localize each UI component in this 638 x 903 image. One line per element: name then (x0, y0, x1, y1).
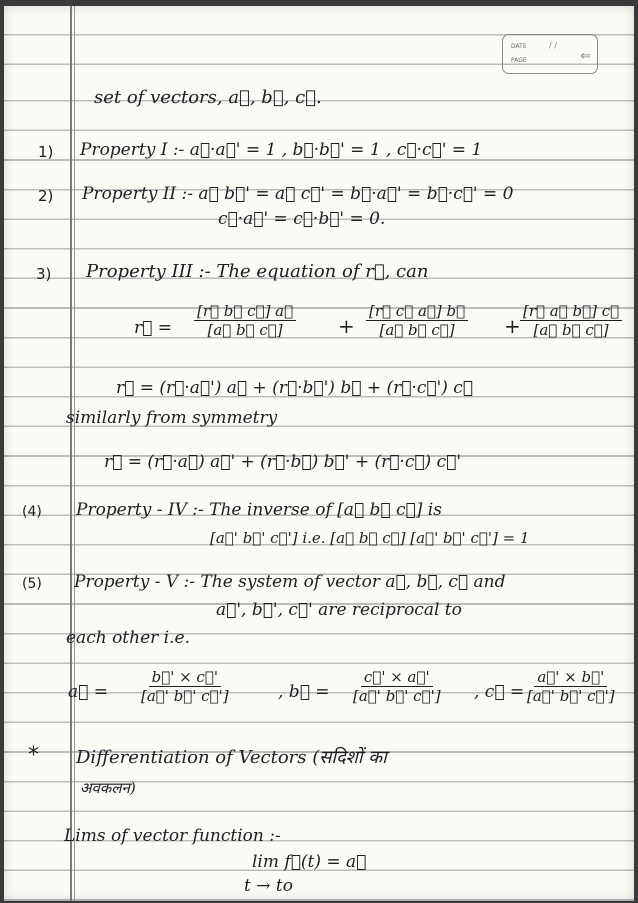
p5-fraction-3-numerator: a⃗' × b⃗' (534, 668, 607, 687)
item-number-5: (5) (22, 576, 42, 592)
item-number-4: (4) (22, 504, 42, 520)
plus-sign-2: + (504, 314, 521, 338)
date-slash: / / (549, 41, 557, 50)
p5-fraction-2-denominator: [a⃗' b⃗' c⃗'] (353, 687, 441, 705)
p5-fraction-3-lhs: , c⃗ = (474, 682, 525, 702)
p3-fraction-1 (194, 302, 296, 339)
p3-fraction-1-denominator: [a⃗ b⃗ c⃗] (207, 321, 283, 339)
page-label: PAGE (511, 57, 527, 64)
p3-equation-3: r⃗ = (r⃗·a⃗) a⃗' + (r⃗·b⃗) b⃗' + (r⃗·c⃗) c⃗' (104, 452, 461, 472)
p5-fraction-1-numerator: b⃗' × c⃗' (149, 668, 221, 687)
p3-fraction-2-denominator: [a⃗ b⃗ c⃗] (379, 321, 455, 339)
p3-fraction-3 (520, 302, 622, 339)
p3-fraction-2 (366, 302, 468, 339)
limit-expression: lim f⃗(t) = a⃗ (252, 852, 367, 872)
similarly-line: similarly from symmetry (66, 408, 278, 428)
property-1: Property I :- a⃗·a⃗' = 1 , b⃗·b⃗' = 1 , c⃗·c⃗' = 1 (80, 140, 483, 160)
p5-fraction-3-denominator: [a⃗' b⃗' c⃗'] (527, 687, 615, 705)
p5-fraction-3 (524, 668, 618, 705)
property-4-line-2: [a⃗' b⃗' c⃗'] i.e. [a⃗ b⃗ c⃗] [a⃗' b⃗' c⃗'] = 1 (210, 529, 530, 547)
p5-fraction-2-numerator: c⃗' × a⃗' (361, 668, 433, 687)
p3-fraction-1-numerator: [r⃗ b⃗ c⃗] a⃗ (194, 302, 296, 321)
p3-fraction-2-numerator: [r⃗ c⃗ a⃗] b⃗ (366, 302, 468, 321)
differentiation-heading-line-2: अवकलन) (80, 779, 136, 797)
property-5: Property - V :- The system of vector a⃗, b⃗, c⃗ and (74, 572, 506, 592)
property-2: Property II :- a⃗ b⃗' = a⃗ c⃗' = b⃗·a⃗' = b⃗·c⃗' = 0 (82, 184, 514, 204)
p5-fraction-1-denominator: [a⃗' b⃗' c⃗'] (141, 687, 229, 705)
date-page-stamp (502, 34, 598, 74)
p5-fraction-2 (350, 668, 444, 705)
p5-fraction-2-lhs: , b⃗ = (278, 682, 330, 702)
p5-fraction-1 (138, 668, 232, 705)
p3-lhs: r⃗ = (134, 318, 172, 338)
item-number-3: 3) (36, 265, 52, 283)
property-2-line-2: c⃗·a⃗' = c⃗·b⃗' = 0. (218, 209, 386, 229)
limit-subscript: t → to (244, 876, 293, 896)
item-number-2: 2) (38, 187, 54, 205)
star-bullet: * (28, 743, 39, 768)
stamp-arrow-icon: ⇐ (580, 49, 591, 64)
date-label: DATE (511, 43, 527, 50)
plus-sign-1: + (338, 314, 355, 338)
property-4: Property - IV :- The inverse of [a⃗ b⃗ c⃗] is (76, 500, 442, 520)
intro-line: set of vectors, a⃗, b⃗, c⃗. (94, 87, 322, 108)
property-3: Property III :- The equation of r⃗, can (86, 261, 429, 282)
property-5-line-3: each other i.e. (66, 628, 190, 648)
p5-fraction-1-lhs: a⃗ = (68, 682, 108, 702)
p3-equation-2: r⃗ = (r⃗·a⃗') a⃗ + (r⃗·b⃗') b⃗ + (r⃗·c⃗') c⃗ (116, 378, 473, 398)
item-number-1: 1) (38, 143, 54, 161)
property-5-line-2: a⃗', b⃗', c⃗' are reciprocal to (216, 600, 462, 620)
differentiation-heading: Differentiation of Vectors (सदिशों का (76, 747, 387, 768)
margin-line-inner (74, 6, 75, 901)
p3-fraction-3-numerator: [r⃗ a⃗ b⃗] c⃗ (520, 302, 622, 321)
margin-line (70, 6, 72, 901)
lims-heading: Lims of vector function :- (64, 826, 281, 846)
p3-fraction-3-denominator: [a⃗ b⃗ c⃗] (533, 321, 609, 339)
notebook-page (4, 6, 634, 901)
